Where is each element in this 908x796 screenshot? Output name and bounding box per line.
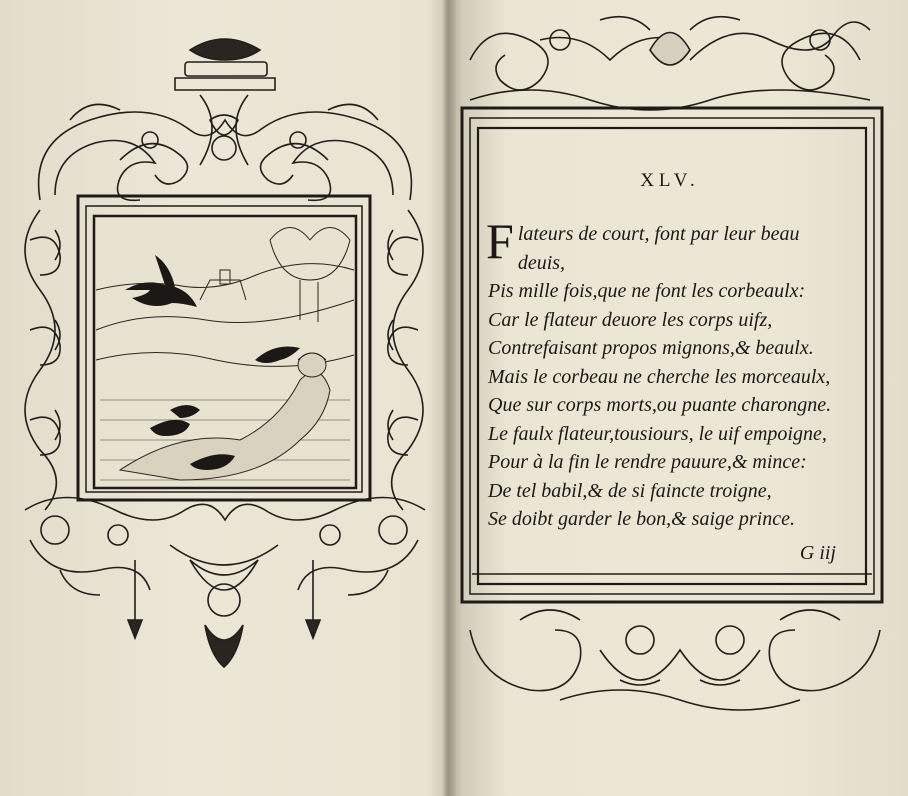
emblem-number: XLV.: [640, 170, 700, 191]
poem-verse: [486, 213, 858, 534]
verse-line: De tel babil,& de si faincte troigne,: [488, 479, 772, 502]
signature-mark: G iij: [799, 542, 836, 564]
verse-line: Que sur corps morts,ou puante charongne.: [488, 394, 832, 416]
left-page: [0, 0, 448, 796]
drop-cap: F: [486, 213, 514, 269]
verse-line: Contrefaisant propos mignons,& beaulx.: [488, 337, 814, 359]
verse-line: deuis,: [517, 251, 566, 274]
verse-line: Pour à la fin le rendre pauure,& mince:: [488, 451, 807, 473]
ornamental-frame-left: [0, 0, 448, 796]
verse-line: Le faulx flateur,tousiours, le uif empoigne,: [488, 422, 827, 445]
verse-line: Car le flateur deuore les corps uifz,: [488, 308, 773, 331]
verse-line: latеurs de court, font par leur beau: [517, 223, 800, 245]
verse-line: Pis mille fois,que ne font les corbeaulx:: [488, 280, 806, 302]
verse-line: Mais le corbeau ne cherche les morceaulx,: [488, 365, 831, 388]
poem-frame: [480, 140, 860, 564]
verse-line: Se doibt garder le bon,& saige prince.: [488, 508, 795, 530]
